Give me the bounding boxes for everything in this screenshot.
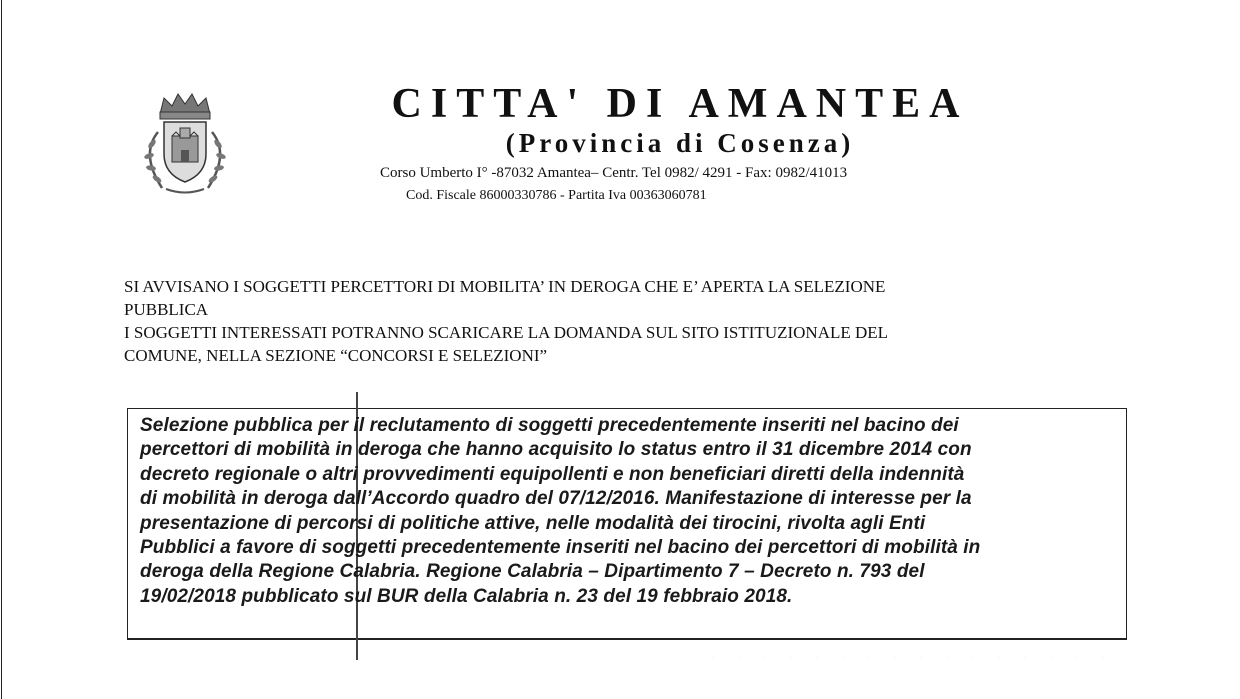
fiscal-line: Cod. Fiscale 86000330786 - Partita Iva 00363060781	[406, 188, 707, 203]
announcement-line: deroga della Regione Calabria. Regione Calabria – Dipartimento 7 – Decreto n. 793 del	[140, 561, 925, 583]
page-border	[1, 0, 2, 699]
notice-text	[124, 275, 1104, 367]
notice-line: I SOGGETTI INTERESSATI POTRANNO SCARICARE LA DOMANDA SUL SITO ISTITUZIONALE DEL	[124, 323, 889, 342]
announcement-line: Pubblici a favore di soggetti precedentemente inseriti nel bacino dei percettori di mobilità in	[140, 537, 981, 559]
announcement-text	[140, 414, 1120, 609]
announcement-line: di mobilità in deroga dall’Accordo quadro del 07/12/2016. Manifestazione di interesse per la	[140, 488, 972, 510]
announcement-line: presentazione di percorsi di politiche attive, nelle modalità dei tirocini, rivolta agli Enti	[140, 512, 926, 534]
address-line: Corso Umberto I° -87032 Amantea– Centr. Tel 0982/ 4291 - Fax: 0982/41013	[380, 165, 848, 181]
notice-line: SI AVVISANO I SOGGETTI PERCETTORI DI MOBILITA’ IN DEROGA CHE E’ APERTA LA SELEZIONE	[124, 277, 886, 296]
announcement-line: decreto regionale o altri provvedimenti equipollenti e non beneficiari diretti della indennità	[140, 463, 965, 485]
notice-line: PUBBLICA	[124, 300, 209, 319]
announcement-line: Selezione pubblica per il reclutamento di soggetti precedentemente inseriti nel bacino dei	[140, 415, 959, 436]
scan-noise	[700, 655, 1120, 661]
announcement-line: 19/02/2018 pubblicato sul BUR della Calabria n. 23 del 19 febbraio 2018.	[140, 585, 793, 607]
coat-of-arms-icon	[136, 92, 234, 196]
city-title: CITTA' DI AMANTEA	[391, 81, 969, 127]
announcement-line: percettori di mobilità in deroga che hanno acquisito lo status entro il 31 dicembre 2014 con	[140, 439, 972, 461]
province-subtitle: (Provincia di Cosenza)	[505, 128, 855, 158]
notice-line: COMUNE, NELLA SEZIONE “CONCORSI E SELEZIONI”	[124, 346, 548, 365]
